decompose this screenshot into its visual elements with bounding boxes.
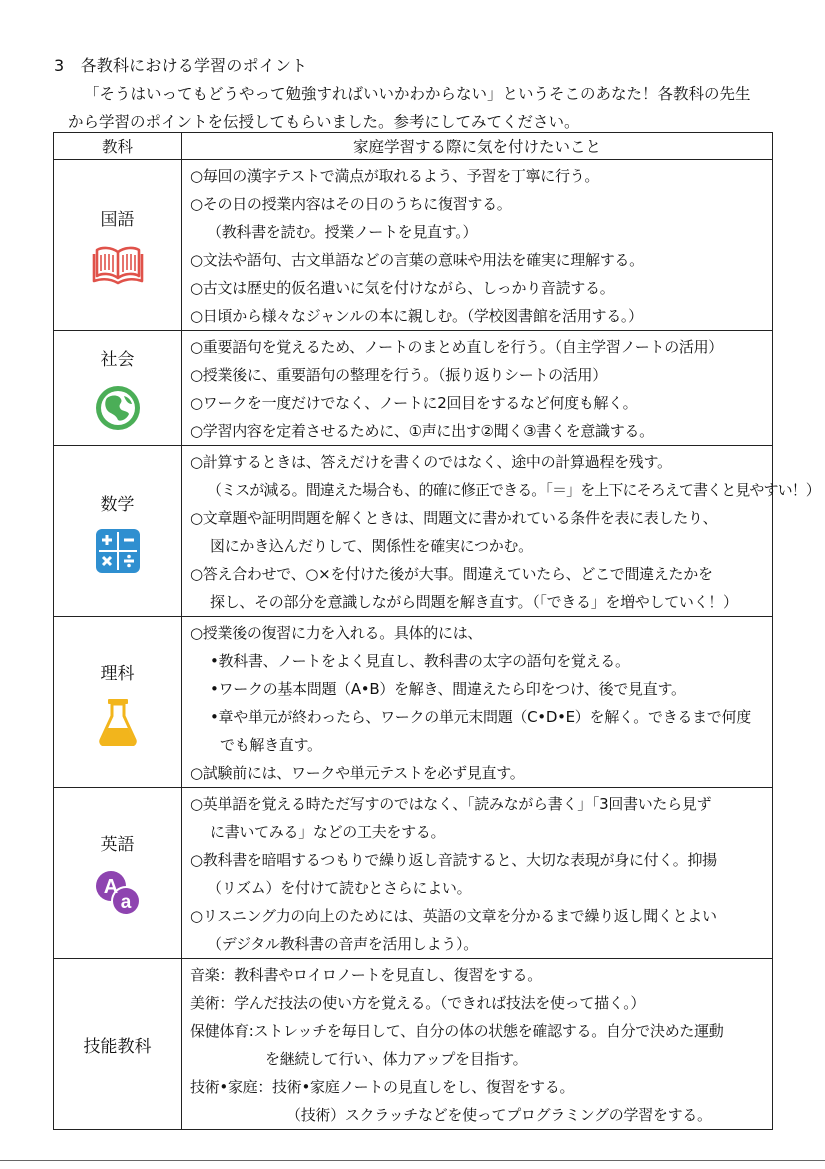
content-line: 保健体育:ストレッチを毎日して、自分の体の状態を確認する。自分で決めた運動 bbox=[190, 1022, 724, 1040]
language-icon bbox=[94, 869, 142, 917]
table-header-row bbox=[54, 133, 773, 160]
content-line: ○重要語句を覚えるため、ノートのまとめ直しを行う。（自主学習ノートの活用） bbox=[190, 338, 723, 356]
table-row bbox=[54, 788, 773, 959]
content-line: ○リスニング力の向上のためには、英語の文章を分かるまで繰り返し聞くとよい bbox=[190, 907, 717, 925]
content-line: （リズム）を付けて読むとさらによい。 bbox=[207, 879, 472, 897]
subject-name: 理科 bbox=[100, 663, 135, 684]
subject-cell-science bbox=[54, 617, 182, 788]
content-line: ○ワークを一度だけでなく、ノートに2回目をするなど何度も解く。 bbox=[190, 394, 638, 412]
language-icon-letter: A bbox=[103, 875, 118, 898]
content-line: •教科書、ノートをよく見直し、教科書の太字の語句を覚える。 bbox=[210, 652, 630, 670]
book-icon bbox=[92, 244, 144, 286]
study-points-table bbox=[53, 132, 820, 1130]
content-cell-japanese bbox=[182, 160, 773, 331]
subject-cell-english bbox=[54, 788, 182, 959]
content-line: ○その日の授業内容はその日のうちに復習する。 bbox=[190, 195, 512, 213]
subject-cell-math bbox=[54, 446, 182, 617]
content-line: （デジタル教科書の音声を活用しよう）。 bbox=[207, 935, 478, 953]
content-line: 図にかき込んだりして、関係性を確実につかむ。 bbox=[210, 537, 533, 555]
section-heading: 3 各教科における学習のポイント bbox=[54, 56, 308, 75]
content-line: を継続して行い、体力アップを目指す。 bbox=[265, 1050, 528, 1068]
subject-name: 英語 bbox=[100, 834, 135, 855]
calculator-icon bbox=[96, 529, 140, 573]
language-icon-letter: a bbox=[120, 891, 131, 913]
intro-line-1: 「そうはいってもどうやって勉強すればいいかわからない」というそこのあなた！各教科の先生 bbox=[84, 85, 751, 103]
content-line: •ワークの基本問題（A•B）を解き、間違えたら印をつけ、後で見直す。 bbox=[210, 680, 686, 698]
content-line: ○教科書を暗唱するつもりで繰り返し音読すると、大切な表現が身に付く。抑揚 bbox=[190, 851, 717, 869]
content-line: ○日頃から様々なジャンルの本に親しむ。（学校図書館を活用する。） bbox=[190, 307, 643, 325]
content-line: •章や単元が終わったら、ワークの単元末問題（C•D•E）を解く。できるまで何度 bbox=[210, 708, 751, 726]
content-line: ○古文は歴史的仮名遣いに気を付けながら、しっかり音読する。 bbox=[190, 279, 615, 297]
content-line: に書いてみる」などの工夫をする。 bbox=[210, 823, 446, 841]
subject-cell-japanese bbox=[54, 160, 182, 331]
flask-icon bbox=[98, 698, 138, 746]
table-row bbox=[54, 160, 773, 331]
content-line: ○計算するときは、答えだけを書くのではなく、途中の計算過程を残す。 bbox=[190, 453, 672, 471]
content-line: （教科書を読む。授業ノートを見直す。） bbox=[207, 223, 478, 241]
subject-name: 社会 bbox=[100, 349, 135, 370]
table-row bbox=[54, 446, 773, 617]
content-line: ○文章題や証明問題を解くときは、問題文に書かれている条件を表に表したり、 bbox=[190, 509, 718, 527]
content-line: ○授業後の復習に力を入れる。具体的には、 bbox=[190, 624, 483, 642]
content-line: ○文法や語句、古文単語などの言葉の意味や用法を確実に理解する。 bbox=[190, 251, 644, 269]
content-cell-english bbox=[182, 788, 773, 959]
content-line: ○学習内容を定着させるために、①声に出す②聞く③書くを意識する。 bbox=[190, 422, 654, 440]
table-row bbox=[54, 331, 773, 446]
content-line: ○授業後に、重要語句の整理を行う。（振り返りシートの活用） bbox=[190, 366, 607, 384]
content-line: ○答え合わせで、○×を付けた後が大事。間違えていたら、どこで間違えたかを bbox=[190, 565, 713, 583]
content-line: ○英単語を覚える時ただ写すのではなく、「読みながら書く」「3回書いたら見ず bbox=[190, 795, 712, 813]
subject-name: 数学 bbox=[100, 494, 135, 515]
table-row bbox=[54, 617, 773, 788]
subject-name: 国語 bbox=[100, 209, 135, 230]
content-line: 音楽：教科書やロイロノートを見直し、復習をする。 bbox=[190, 966, 542, 984]
content-line: （技術）スクラッチなどを使ってプログラミングの学習をする。 bbox=[286, 1106, 712, 1124]
content-cell-science bbox=[182, 617, 773, 788]
content-cell-math bbox=[182, 446, 820, 617]
page-bottom-rule bbox=[0, 1160, 825, 1161]
content-line: 探し、その部分を意識しながら問題を解き直す。（「できる」を増やしていく！） bbox=[210, 593, 738, 611]
header-subject: 教科 bbox=[54, 133, 182, 160]
content-line: 技術•家庭：技術•家庭ノートの見直しをし、復習をする。 bbox=[190, 1078, 575, 1096]
subject-cell-social bbox=[54, 331, 182, 446]
table-row bbox=[54, 959, 773, 1130]
content-line: ○試験前には、ワークや単元テストを必ず見直す。 bbox=[190, 764, 525, 782]
intro-paragraph bbox=[68, 80, 788, 136]
subject-name: 技能教科 bbox=[83, 1036, 152, 1057]
content-cell-skills bbox=[182, 959, 773, 1130]
header-content: 家庭学習する際に気を付けたいこと bbox=[182, 133, 773, 160]
globe-icon bbox=[94, 384, 142, 432]
content-line: でも解き直す。 bbox=[220, 736, 322, 754]
subject-cell-skills bbox=[54, 959, 182, 1130]
content-cell-social bbox=[182, 331, 773, 446]
content-line: ○毎回の漢字テストで満点が取れるよう、予習を丁寧に行う。 bbox=[190, 167, 600, 185]
content-line: （ミスが減る。間違えた場合も、的確に修正できる。「＝」を上下にそろえて書くと見やすい！） bbox=[207, 481, 820, 499]
content-line: 美術：学んだ技法の使い方を覚える。（できれば技法を使って描く。） bbox=[190, 994, 646, 1012]
intro-line-2: から学習のポイントを伝授してもらいました。参考にしてみてください。 bbox=[68, 113, 580, 131]
